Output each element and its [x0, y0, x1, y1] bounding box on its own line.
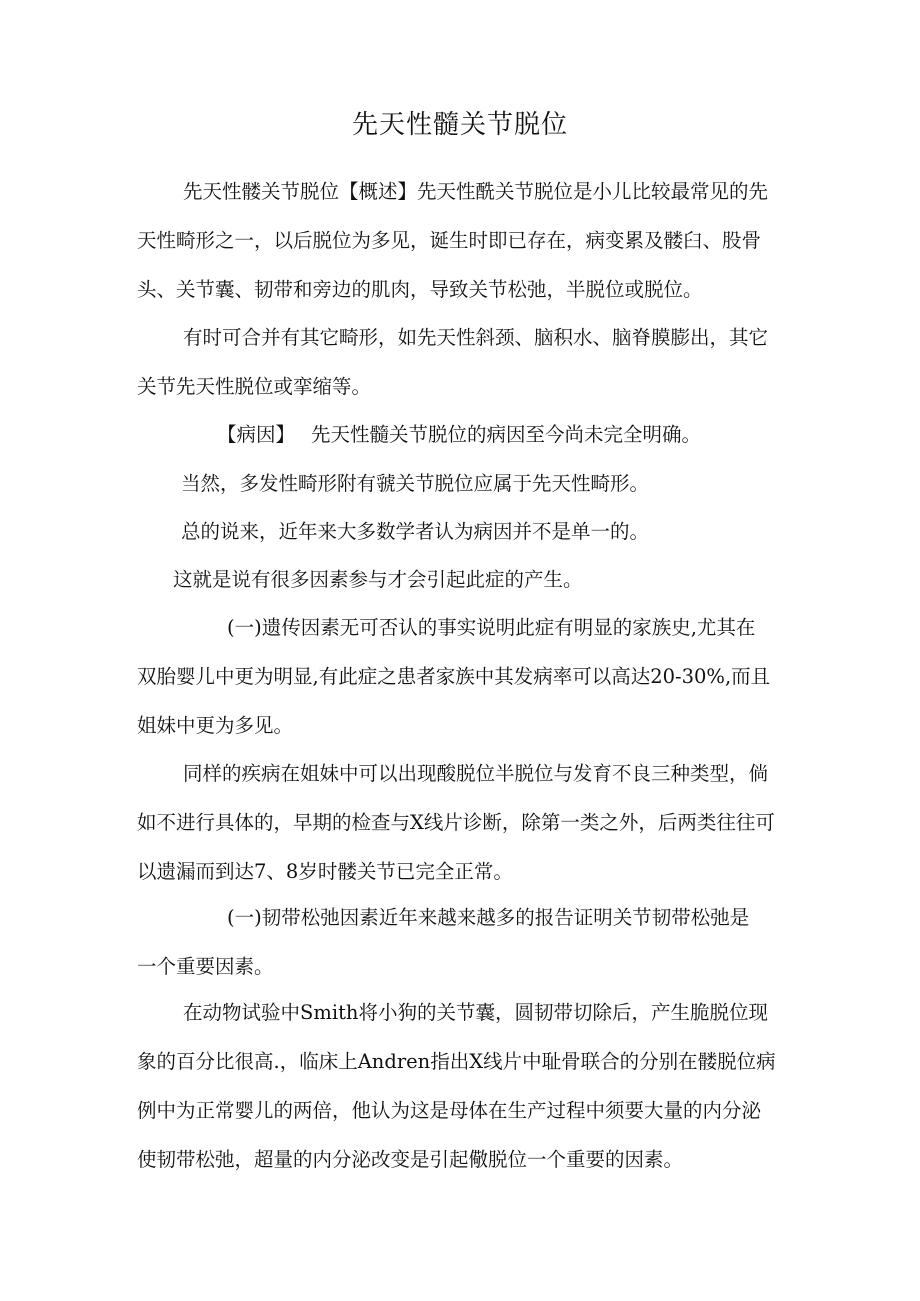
text-line: (一)韧带松弛因素近年来越来越多的报告证明关节韧带松弛是 — [227, 906, 750, 929]
text-line: 天性畸形之一，以后脱位为多见，诞生时即已存在，病变累及髅臼、股骨 — [137, 229, 762, 252]
document-title: 先天性髓关节脱位 — [351, 110, 568, 140]
text-line: 双胎婴儿中更为明显,有此症之患者家族中其发病率可以高达20-30%,而且 — [137, 665, 771, 688]
text-line: 【病因】 先天性髓关节脱位的病因至今尚未完全明确。 — [217, 423, 701, 446]
paragraph-many-factors — [137, 555, 787, 604]
paragraph-genetic-factors — [137, 603, 787, 750]
text-line: 以遗漏而到达7、8岁时髅关节已完全正常。 — [137, 860, 513, 883]
text-line: 同样的疾病在姐妹中可以出现酸脱位半脱位与发育不良三种类型，倘 — [183, 762, 769, 785]
text-line: 关节先天性脱位或挛缩等。 — [137, 375, 372, 398]
text-line: 头、关节囊、韧带和旁边的肌肉，导致关节松弛，半脱位或脱位。 — [137, 278, 703, 301]
text-line: (一)遗传因素无可否认的事实说明此症有明显的家族史,尤其在 — [227, 616, 756, 639]
text-line: 姐妹中更为多见。 — [137, 714, 294, 737]
text-line: 这就是说有很多因素参与才会引起此症的产生。 — [173, 568, 583, 591]
paragraph-not-single-cause — [137, 507, 787, 556]
text-line: 总的说来，近年来大多数学者认为病因并不是单一的。 — [181, 520, 650, 543]
text-line: 有时可合并有其它畸形，如先天性斜颈、脑积水、脑脊膜膨出，其它 — [183, 326, 769, 349]
text-line: 当然，多发性畸形附有虢关节脱位应属于先天性畸形。 — [181, 472, 650, 495]
text-line: 象的百分比很高.，临床上Andren指出X线片中耻骨联合的分别在髅脱位病 — [137, 1050, 776, 1073]
paragraph-other-deformities — [137, 313, 787, 411]
text-line: 在动物试验中Smith将小狗的关节囊，圆韧带切除后，产生脆脱位现 — [183, 1001, 768, 1024]
text-line: 先天性髅关节脱位【概述】先天性酰关节脱位是小儿比较最常见的先 — [183, 180, 769, 203]
paragraph-ligament-laxity — [137, 893, 787, 991]
paragraph-etiology-heading — [137, 410, 787, 459]
text-line: 一个重要因素。 — [137, 955, 274, 978]
text-line: 使韧带松弛，超量的内分泌改变是引起儆脱位一个重要的因素。 — [137, 1148, 684, 1171]
paragraph-sisters-types — [137, 749, 787, 896]
text-line: 如不进行具体的，早期的检查与X线片诊断，除第一类之外，后两类往往可 — [137, 811, 775, 834]
text-line: 例中为正常婴儿的两倍，他认为这是母体在生产过程中须要大量的内分泌 — [137, 1099, 762, 1122]
paragraph-multiple-deformities — [137, 459, 787, 508]
paragraph-overview — [137, 167, 787, 314]
paragraph-animal-experiment — [137, 988, 787, 1184]
